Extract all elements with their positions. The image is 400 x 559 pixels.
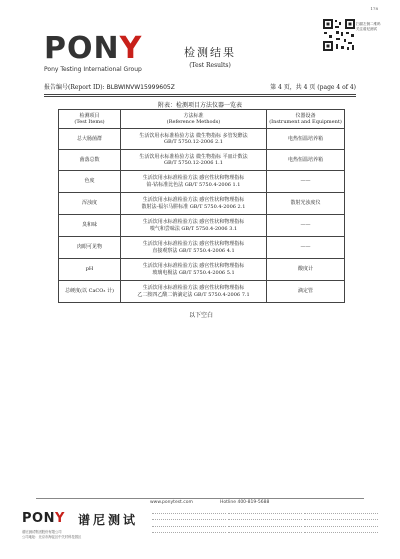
document-title (175, 44, 245, 69)
header-instrument: 仪器设备 (Instrument and Equipment) (267, 110, 345, 129)
report-id-value: BLBWINVW15999605Z (106, 84, 175, 91)
appendix-title: 附表：检测项目方法仪器一览表 (157, 102, 242, 109)
cell-item: 肉眼可见物 (59, 237, 121, 259)
pony-logo (44, 31, 143, 66)
table-row (59, 259, 345, 281)
table-row (59, 129, 345, 150)
footer-website[interactable]: www.ponytest.com (150, 500, 193, 505)
cell-equipment: 电热恒温培养箱 (267, 129, 345, 150)
cell-equipment: 滴定管 (267, 281, 345, 303)
footer-hotline: Hotline 400-819-5688 (220, 500, 270, 505)
methods-table (58, 109, 345, 303)
footer-company-name: 谱尼测试 (78, 513, 139, 527)
cell-method: 生活饮用水标准检验方法 感官性状和物理指标 玻璃电极法 GB/T 5750.4-2006 5.1 (121, 259, 267, 281)
branch-line (228, 521, 302, 527)
header-rule-bottom (44, 96, 356, 97)
cell-item: 浑浊度 (59, 193, 121, 215)
branch-line (228, 508, 302, 514)
header-test-items: 检测项目 (Test Items) (59, 110, 121, 129)
report-id-label: 报告编号(Report ID): (44, 84, 105, 91)
cell-method: 生活饮用水标准检验方法 微生物指标 多管发酵法 GB/T 5750.12-2006 2.1 (121, 129, 267, 150)
header-reference-methods: 方法标准 (Reference Methods) (121, 110, 267, 129)
branch-line (228, 528, 302, 534)
branch-line (152, 508, 226, 514)
page-count: 第 4 页，共 4 页 (page 4 of 4) (270, 84, 356, 91)
cell-item: 总硬度(以 CaCO₃ 计) (59, 281, 121, 303)
cell-equipment: 电热恒温培养箱 (267, 150, 345, 171)
branch-line (304, 521, 378, 527)
cell-method: 生活饮用水标准检验方法 感官性状和物理指标 铂-钴标准比色法 GB/T 5750.4-2006 1.1 (121, 171, 267, 193)
branch-contacts (152, 508, 378, 533)
table-row (59, 171, 345, 193)
cell-item: 菌落总数 (59, 150, 121, 171)
logo-subtitle: Pony Testing International Group (44, 66, 142, 73)
logo-accent: Y (119, 31, 143, 66)
table-row (59, 237, 345, 259)
cell-method: 生活饮用水标准检验方法 感官性状和物理指标 散射法-福尔马肼标准 GB/T 5750.4-2006 2.1 (121, 193, 267, 215)
cell-method: 生活饮用水标准检验方法 微生物指标 平皿计数法 GB/T 5750.12-2006 1.1 (121, 150, 267, 171)
cell-item: 色度 (59, 171, 121, 193)
cell-equipment: 酸度计 (267, 259, 345, 281)
footer-logo: PONY (22, 511, 65, 526)
table-row (59, 281, 345, 303)
cell-equipment: —— (267, 171, 345, 193)
report-id-line (44, 84, 356, 92)
qr-code-icon (322, 18, 356, 52)
table-row (59, 193, 345, 215)
cell-equipment: —— (267, 237, 345, 259)
cell-method: 生活饮用水标准检验方法 感官性状和物理指标 嗅气和尝味法 GB/T 5750.4-2006 3.1 (121, 215, 267, 237)
branch-line (152, 515, 226, 521)
branch-line (228, 515, 302, 521)
branch-line (152, 528, 226, 534)
title-en: (Test Results) (189, 62, 231, 69)
title-cn: 检测结果 (184, 46, 236, 59)
end-note: 以下空白 (188, 312, 213, 319)
cell-item: 臭和味 (59, 215, 121, 237)
cell-item: 总大肠菌群 (59, 129, 121, 150)
qr-caption: 扫描左侧二维码 关注谱尼测试 (356, 22, 381, 31)
page-marker: 178 (370, 6, 378, 11)
branch-line (152, 521, 226, 527)
cell-method: 生活饮用水标准检验方法 感官性状和物理指标 乙二胺四乙酸二钠滴定法 GB/T 5750.4-2006 7.1 (121, 281, 267, 303)
cell-item: pH (59, 259, 121, 281)
logo-main: PON (44, 31, 120, 66)
cell-method: 生活饮用水标准检验方法 感官性状和物理指标 直接观察法 GB/T 5750.4-2006 4.1 (121, 237, 267, 259)
branch-line (304, 508, 378, 514)
cell-equipment: —— (267, 215, 345, 237)
footer-company-info: 谱尼测试集团股份有限公司 公司地址：北京市海淀区中关村科技园区 (22, 530, 82, 539)
footer-rule (36, 498, 364, 499)
cell-equipment: 散射光浊度仪 (267, 193, 345, 215)
branch-line (304, 515, 378, 521)
table-row (59, 150, 345, 171)
branch-line (304, 528, 378, 534)
table-header-row (59, 110, 345, 129)
table-row (59, 215, 345, 237)
